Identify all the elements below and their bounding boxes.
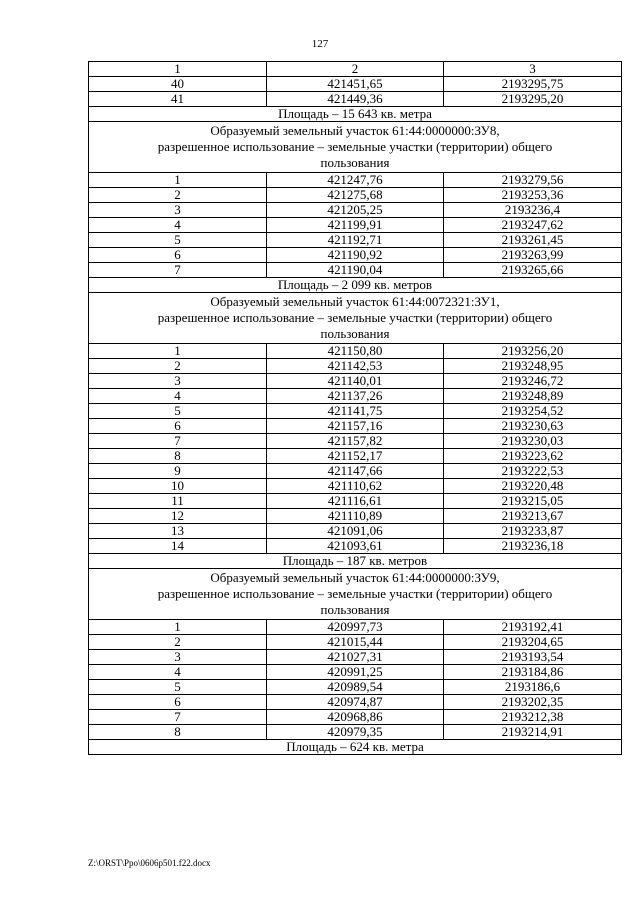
table-row bbox=[89, 710, 622, 725]
point-number-cell: 8 bbox=[89, 449, 267, 464]
point-number-cell: 5 bbox=[89, 680, 267, 695]
table-row bbox=[89, 218, 622, 233]
area-row bbox=[89, 740, 622, 755]
table-row bbox=[89, 725, 622, 740]
x-coordinate-cell: 421027,31 bbox=[267, 650, 444, 665]
y-coordinate-cell: 2193223,62 bbox=[444, 449, 622, 464]
x-coordinate-cell: 421091,06 bbox=[267, 524, 444, 539]
table-row bbox=[89, 233, 622, 248]
coordinates-table-body bbox=[89, 62, 622, 755]
x-coordinate-cell: 421275,68 bbox=[267, 188, 444, 203]
point-number-cell: 1 bbox=[89, 173, 267, 188]
y-coordinate-cell: 2193230,63 bbox=[444, 419, 622, 434]
table-row bbox=[89, 389, 622, 404]
parcel-title-line: Образуемый земельный участок 61:44:0000000:ЗУ9, bbox=[210, 570, 500, 585]
table-row bbox=[89, 650, 622, 665]
page-number: 127 bbox=[311, 38, 329, 50]
table-row bbox=[89, 344, 622, 359]
table-header-row bbox=[89, 62, 622, 77]
y-coordinate-cell: 2193202,35 bbox=[444, 695, 622, 710]
x-coordinate-cell: 421110,89 bbox=[267, 509, 444, 524]
x-coordinate-cell: 421137,26 bbox=[267, 389, 444, 404]
point-number-cell: 4 bbox=[89, 389, 267, 404]
parcel-title-row bbox=[89, 293, 622, 344]
area-caption: Площадь – 15 643 кв. метра bbox=[89, 107, 622, 122]
y-coordinate-cell: 2193256,20 bbox=[444, 344, 622, 359]
point-number-cell: 5 bbox=[89, 404, 267, 419]
x-coordinate-cell: 421157,16 bbox=[267, 419, 444, 434]
y-coordinate-cell: 2193295,20 bbox=[444, 92, 622, 107]
parcel-title bbox=[89, 122, 622, 173]
y-coordinate-cell: 2193184,86 bbox=[444, 665, 622, 680]
table-row bbox=[89, 203, 622, 218]
y-coordinate-cell: 2193220,48 bbox=[444, 479, 622, 494]
parcel-title-line: Образуемый земельный участок 61:44:0072321:ЗУ1, bbox=[210, 294, 500, 309]
area-caption: Площадь – 187 кв. метров bbox=[89, 554, 622, 569]
x-coordinate-cell: 420968,86 bbox=[267, 710, 444, 725]
parcel-title-line: разрешенное использование – земельные участки (территории) общего bbox=[157, 586, 553, 601]
table-row bbox=[89, 92, 622, 107]
point-number-cell: 7 bbox=[89, 434, 267, 449]
x-coordinate-cell: 421150,80 bbox=[267, 344, 444, 359]
table-row bbox=[89, 359, 622, 374]
y-coordinate-cell: 2193248,95 bbox=[444, 359, 622, 374]
area-row bbox=[89, 278, 622, 293]
y-coordinate-cell: 2193254,52 bbox=[444, 404, 622, 419]
y-coordinate-cell: 2193236,18 bbox=[444, 539, 622, 554]
y-coordinate-cell: 2193246,72 bbox=[444, 374, 622, 389]
table-row bbox=[89, 539, 622, 554]
y-coordinate-cell: 2193230,03 bbox=[444, 434, 622, 449]
point-number-cell: 1 bbox=[89, 344, 267, 359]
x-coordinate-cell: 421110,62 bbox=[267, 479, 444, 494]
x-coordinate-cell: 421152,17 bbox=[267, 449, 444, 464]
point-number-cell: 3 bbox=[89, 650, 267, 665]
area-row bbox=[89, 554, 622, 569]
table-row bbox=[89, 449, 622, 464]
y-coordinate-cell: 2193236,4 bbox=[444, 203, 622, 218]
point-number-cell: 41 bbox=[89, 92, 267, 107]
point-number-cell: 7 bbox=[89, 263, 267, 278]
y-coordinate-cell: 2193215,05 bbox=[444, 494, 622, 509]
file-path-footer: Z:\ORST\Ppo\0606p501.f22.docx bbox=[88, 858, 211, 868]
y-coordinate-cell: 2193265,66 bbox=[444, 263, 622, 278]
table-row bbox=[89, 188, 622, 203]
point-number-cell: 2 bbox=[89, 188, 267, 203]
table-row bbox=[89, 374, 622, 389]
table-row bbox=[89, 173, 622, 188]
y-coordinate-cell: 2193192,41 bbox=[444, 620, 622, 635]
area-caption: Площадь – 2 099 кв. метров bbox=[89, 278, 622, 293]
point-number-cell: 4 bbox=[89, 665, 267, 680]
x-coordinate-cell: 421199,91 bbox=[267, 218, 444, 233]
point-number-cell: 7 bbox=[89, 710, 267, 725]
point-number-cell: 3 bbox=[89, 203, 267, 218]
y-coordinate-cell: 2193295,75 bbox=[444, 77, 622, 92]
x-coordinate-cell: 421192,71 bbox=[267, 233, 444, 248]
x-coordinate-cell: 421190,04 bbox=[267, 263, 444, 278]
x-coordinate-cell: 421116,61 bbox=[267, 494, 444, 509]
table-row bbox=[89, 434, 622, 449]
x-coordinate-cell: 421142,53 bbox=[267, 359, 444, 374]
parcel-title-line: пользования bbox=[320, 155, 390, 170]
parcel-title-line: пользования bbox=[320, 326, 390, 341]
x-coordinate-cell: 421093,61 bbox=[267, 539, 444, 554]
parcel-title-line: Образуемый земельный участок 61:44:0000000:ЗУ8, bbox=[210, 123, 500, 138]
point-number-cell: 6 bbox=[89, 419, 267, 434]
point-number-cell: 13 bbox=[89, 524, 267, 539]
point-number-cell: 10 bbox=[89, 479, 267, 494]
point-number-cell: 4 bbox=[89, 218, 267, 233]
x-coordinate-cell: 421147,66 bbox=[267, 464, 444, 479]
x-coordinate-cell: 420991,25 bbox=[267, 665, 444, 680]
x-coordinate-cell: 420997,73 bbox=[267, 620, 444, 635]
x-coordinate-cell: 421205,25 bbox=[267, 203, 444, 218]
table-row bbox=[89, 524, 622, 539]
y-coordinate-cell: 2193279,56 bbox=[444, 173, 622, 188]
y-coordinate-cell: 2193233,87 bbox=[444, 524, 622, 539]
point-number-cell: 2 bbox=[89, 359, 267, 374]
y-coordinate-cell: 2193253,36 bbox=[444, 188, 622, 203]
parcel-title-line: пользования bbox=[320, 602, 390, 617]
point-number-cell: 5 bbox=[89, 233, 267, 248]
point-number-cell: 9 bbox=[89, 464, 267, 479]
y-coordinate-cell: 2193261,45 bbox=[444, 233, 622, 248]
parcel-title-line: разрешенное использование – земельные участки (территории) общего bbox=[157, 139, 553, 154]
y-coordinate-cell: 2193193,54 bbox=[444, 650, 622, 665]
point-number-cell: 8 bbox=[89, 725, 267, 740]
parcel-title-row bbox=[89, 569, 622, 620]
y-coordinate-cell: 2193213,67 bbox=[444, 509, 622, 524]
area-row bbox=[89, 107, 622, 122]
point-number-cell: 6 bbox=[89, 695, 267, 710]
x-coordinate-cell: 421140,01 bbox=[267, 374, 444, 389]
point-number-cell: 40 bbox=[89, 77, 267, 92]
x-coordinate-cell: 421247,76 bbox=[267, 173, 444, 188]
table-row bbox=[89, 620, 622, 635]
x-coordinate-cell: 421190,92 bbox=[267, 248, 444, 263]
y-coordinate-cell: 2193247,62 bbox=[444, 218, 622, 233]
table-row bbox=[89, 680, 622, 695]
table-row bbox=[89, 494, 622, 509]
point-number-cell: 12 bbox=[89, 509, 267, 524]
header-cell-x: 2 bbox=[267, 62, 444, 77]
table-row bbox=[89, 248, 622, 263]
table-row bbox=[89, 665, 622, 680]
x-coordinate-cell: 420989,54 bbox=[267, 680, 444, 695]
x-coordinate-cell: 420974,87 bbox=[267, 695, 444, 710]
table-row bbox=[89, 404, 622, 419]
table-row bbox=[89, 77, 622, 92]
point-number-cell: 3 bbox=[89, 374, 267, 389]
y-coordinate-cell: 2193222,53 bbox=[444, 464, 622, 479]
y-coordinate-cell: 2193212,38 bbox=[444, 710, 622, 725]
x-coordinate-cell: 421451,65 bbox=[267, 77, 444, 92]
parcel-title-line: разрешенное использование – земельные участки (территории) общего bbox=[157, 310, 553, 325]
table-row bbox=[89, 635, 622, 650]
header-cell-number: 1 bbox=[89, 62, 267, 77]
y-coordinate-cell: 2193263,99 bbox=[444, 248, 622, 263]
x-coordinate-cell: 421015,44 bbox=[267, 635, 444, 650]
table-row bbox=[89, 464, 622, 479]
table-row bbox=[89, 509, 622, 524]
table-row bbox=[89, 419, 622, 434]
point-number-cell: 14 bbox=[89, 539, 267, 554]
y-coordinate-cell: 2193186,6 bbox=[444, 680, 622, 695]
header-cell-y: 3 bbox=[444, 62, 622, 77]
table-row bbox=[89, 695, 622, 710]
table-row bbox=[89, 263, 622, 278]
parcel-title-row bbox=[89, 122, 622, 173]
parcel-title bbox=[89, 293, 622, 344]
parcel-title bbox=[89, 569, 622, 620]
point-number-cell: 1 bbox=[89, 620, 267, 635]
x-coordinate-cell: 421157,82 bbox=[267, 434, 444, 449]
coordinates-table bbox=[88, 61, 622, 755]
y-coordinate-cell: 2193204,65 bbox=[444, 635, 622, 650]
x-coordinate-cell: 421141,75 bbox=[267, 404, 444, 419]
area-caption: Площадь – 624 кв. метра bbox=[89, 740, 622, 755]
y-coordinate-cell: 2193214,91 bbox=[444, 725, 622, 740]
point-number-cell: 2 bbox=[89, 635, 267, 650]
x-coordinate-cell: 421449,36 bbox=[267, 92, 444, 107]
table-row bbox=[89, 479, 622, 494]
x-coordinate-cell: 420979,35 bbox=[267, 725, 444, 740]
point-number-cell: 6 bbox=[89, 248, 267, 263]
y-coordinate-cell: 2193248,89 bbox=[444, 389, 622, 404]
point-number-cell: 11 bbox=[89, 494, 267, 509]
